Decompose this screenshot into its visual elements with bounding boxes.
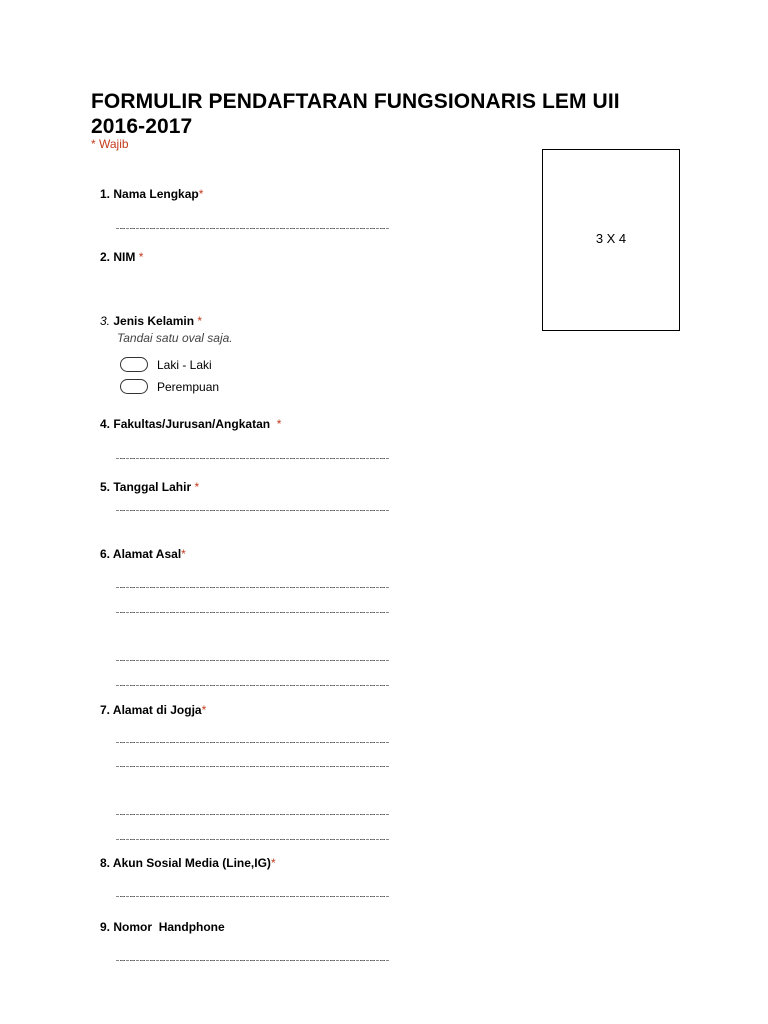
- answer-line-tanggal-lahir[interactable]: [116, 510, 389, 511]
- question-nama-lengkap: [100, 187, 203, 201]
- answer-line-alamat-jogja-1[interactable]: [116, 742, 389, 743]
- answer-line-alamat-asal-2[interactable]: [116, 612, 389, 613]
- answer-line-nama-lengkap[interactable]: [116, 228, 389, 229]
- question-alamat-jogja: [100, 703, 206, 717]
- question-number: 8.: [100, 856, 111, 870]
- answer-line-alamat-asal-3[interactable]: [116, 660, 389, 661]
- question-number: 1.: [100, 187, 111, 201]
- option-label: Perempuan: [157, 379, 220, 394]
- required-star: *: [201, 703, 207, 717]
- photo-box: [542, 149, 680, 331]
- question-number: 6.: [100, 547, 111, 561]
- question-alamat-asal: [100, 547, 186, 561]
- question-hint: Tandai satu oval saja.: [117, 331, 233, 345]
- question-fakultas: [100, 417, 281, 431]
- option-label: Laki - Laki: [157, 357, 212, 372]
- question-nim: [100, 250, 143, 264]
- answer-line-alamat-asal-1[interactable]: [116, 587, 389, 588]
- radio-oval[interactable]: [120, 357, 148, 372]
- question-label: Nomor Handphone: [113, 920, 225, 934]
- question-label: Alamat Asal: [112, 547, 182, 561]
- answer-line-fakultas[interactable]: [116, 458, 389, 459]
- question-label: Fakultas/Jurusan/Angkatan: [113, 417, 271, 431]
- question-label: NIM: [113, 250, 136, 264]
- option-perempuan[interactable]: [120, 378, 219, 395]
- answer-line-alamat-jogja-3[interactable]: [116, 814, 389, 815]
- question-label: Jenis Kelamin: [113, 314, 195, 328]
- required-star: *: [194, 480, 200, 494]
- question-nomor-handphone: [100, 920, 225, 934]
- required-star: *: [181, 547, 186, 561]
- question-sosial-media: [100, 856, 276, 870]
- question-number: 2.: [100, 250, 111, 264]
- question-label: Alamat di Jogja: [112, 703, 202, 717]
- question-number: 5.: [100, 480, 111, 494]
- question-number: 3.: [100, 314, 111, 328]
- answer-line-alamat-asal-4[interactable]: [116, 685, 389, 686]
- option-laki-laki[interactable]: [120, 356, 212, 373]
- question-number: 4.: [100, 417, 111, 431]
- question-jenis-kelamin: [100, 314, 202, 328]
- required-star: *: [197, 314, 203, 328]
- answer-line-alamat-jogja-2[interactable]: [116, 766, 389, 767]
- required-star: *: [198, 187, 204, 201]
- question-label: Tanggal Lahir: [113, 480, 192, 494]
- answer-line-nomor-handphone[interactable]: [116, 960, 389, 961]
- required-star: *: [138, 250, 144, 264]
- required-star: *: [270, 856, 276, 870]
- photo-size-label: 3 X 4: [595, 231, 627, 246]
- question-label: Nama Lengkap: [113, 187, 199, 201]
- question-number: 7.: [100, 703, 111, 717]
- answer-line-alamat-jogja-4[interactable]: [116, 839, 389, 840]
- question-label: Akun Sosial Media (Line,IG): [112, 856, 271, 870]
- required-star: *: [276, 417, 282, 431]
- answer-line-sosial-media[interactable]: [116, 896, 389, 897]
- question-tanggal-lahir: [100, 480, 199, 494]
- radio-oval[interactable]: [120, 379, 148, 394]
- form-title: FORMULIR PENDAFTARAN FUNGSIONARIS LEM UII 2016-2017: [91, 90, 620, 138]
- question-number: 9.: [100, 920, 111, 934]
- required-note: * Wajib: [91, 137, 129, 151]
